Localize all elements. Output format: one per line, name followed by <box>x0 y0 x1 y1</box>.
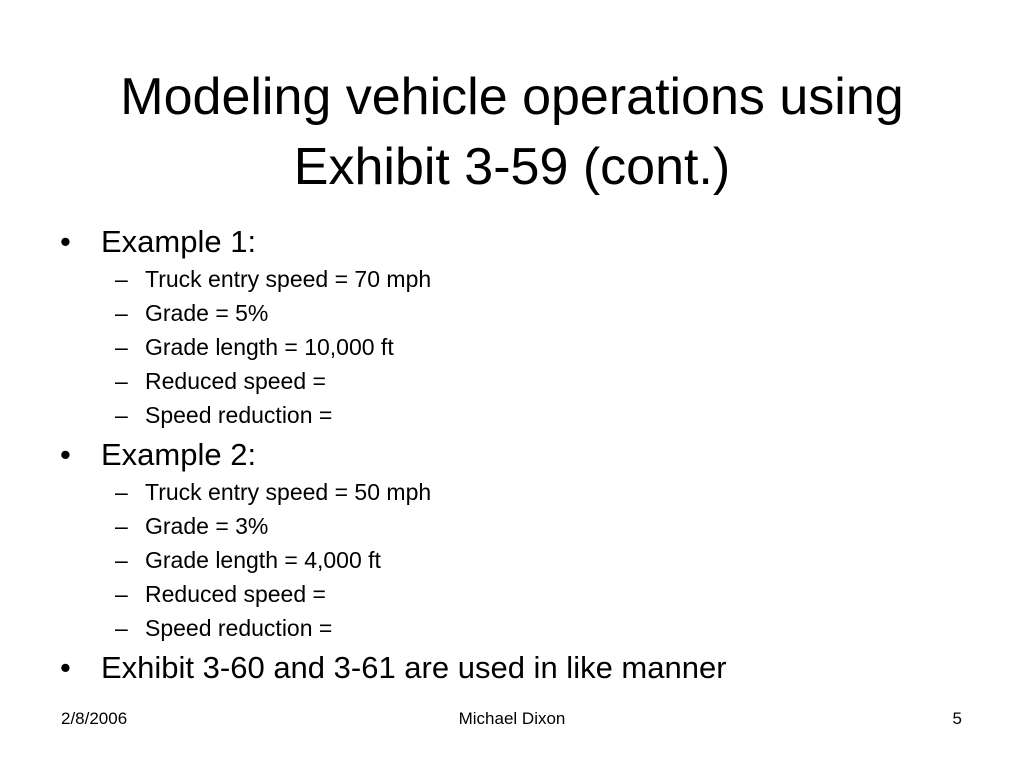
bullet-example-2 <box>60 435 980 648</box>
sub-bullet-item <box>60 262 980 296</box>
sub-bullet-item <box>60 509 980 543</box>
sub-bullet-marker: – <box>115 266 128 292</box>
sub-bullet-marker: – <box>115 402 128 428</box>
sub-bullet-text: Truck entry speed = 50 mph <box>145 479 432 505</box>
bullet-exhibit-note <box>60 648 980 688</box>
sub-bullet-text: Grade = 3% <box>145 513 269 539</box>
sub-bullet-item <box>60 330 980 364</box>
bullet-text: Exhibit 3-60 and 3-61 are used in like manner <box>101 650 727 685</box>
sub-bullet-item <box>60 398 980 432</box>
sub-bullet-item <box>60 543 980 577</box>
bullet-marker: • <box>60 437 71 472</box>
slide-title <box>0 62 1024 202</box>
sub-bullet-text: Grade length = 10,000 ft <box>145 334 394 360</box>
sub-bullet-marker: – <box>115 615 128 641</box>
bullet-list <box>60 222 980 688</box>
sub-bullet-text: Grade = 5% <box>145 300 269 326</box>
sub-bullet-item <box>60 296 980 330</box>
slide-title-line-2: Exhibit 3-59 (cont.) <box>293 138 731 196</box>
bullet-marker: • <box>60 224 71 259</box>
sub-bullet-item <box>60 364 980 398</box>
sub-bullet-item <box>60 611 980 645</box>
sub-bullet-marker: – <box>115 300 128 326</box>
sub-bullet-marker: – <box>115 334 128 360</box>
sub-bullet-marker: – <box>115 479 128 505</box>
sub-bullet-marker: – <box>115 513 128 539</box>
slide-title-line-1: Modeling vehicle operations using <box>120 68 904 126</box>
sub-bullet-text: Grade length = 4,000 ft <box>145 547 381 573</box>
sub-bullet-marker: – <box>115 581 128 607</box>
footer-date: 2/8/2006 <box>61 709 128 728</box>
bullet-text: Example 1: <box>101 224 257 259</box>
sub-bullet-text: Speed reduction = <box>145 615 333 641</box>
sub-bullet-list <box>101 262 980 435</box>
sub-bullet-text: Reduced speed = <box>145 368 326 394</box>
sub-bullet-text: Truck entry speed = 70 mph <box>145 266 432 292</box>
sub-bullet-text: Speed reduction = <box>145 402 333 428</box>
sub-bullet-text: Reduced speed = <box>145 581 326 607</box>
footer-author: Michael Dixon <box>458 709 566 728</box>
bullet-text: Example 2: <box>101 437 257 472</box>
slide-number: 5 <box>952 709 962 728</box>
sub-bullet-list <box>101 475 980 648</box>
bullet-example-1 <box>60 222 980 435</box>
sub-bullet-item <box>60 475 980 509</box>
sub-bullet-marker: – <box>115 368 128 394</box>
sub-bullet-marker: – <box>115 547 128 573</box>
sub-bullet-item <box>60 577 980 611</box>
bullet-marker: • <box>60 650 71 685</box>
